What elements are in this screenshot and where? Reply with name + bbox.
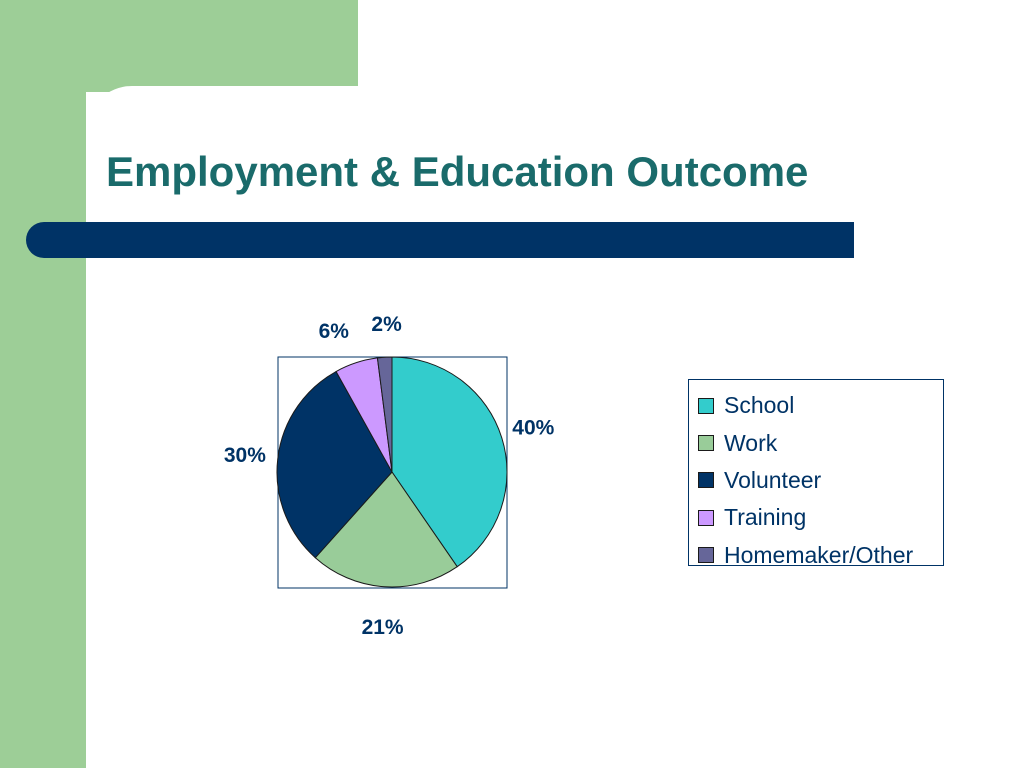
legend-swatch-work — [698, 435, 714, 451]
data-label-training: 6% — [318, 319, 349, 343]
data-label-work: 21% — [361, 616, 404, 640]
legend-item-homemaker-other — [689, 537, 943, 574]
legend-item-work — [689, 424, 943, 461]
legend-item-volunteer — [689, 462, 943, 499]
legend-label-training: Training — [724, 504, 807, 531]
data-label-school: 40% — [512, 416, 555, 440]
data-label-homemaker-other: 2% — [371, 312, 402, 336]
chart-legend — [688, 379, 944, 566]
legend-label-school: School — [724, 392, 795, 419]
legend-label-work: Work — [724, 429, 778, 456]
legend-item-training — [689, 499, 943, 536]
data-label-volunteer: 30% — [223, 444, 266, 468]
legend-swatch-training — [698, 510, 714, 526]
legend-swatch-school — [698, 398, 714, 414]
slide-title: Employment & Education Outcome — [106, 148, 809, 195]
legend-swatch-homemaker-other — [698, 547, 714, 563]
legend-swatch-volunteer — [698, 472, 714, 488]
legend-item-school — [689, 387, 943, 424]
legend-label-volunteer: Volunteer — [724, 466, 822, 493]
legend-label-homemaker-other: Homemaker/Other — [724, 541, 914, 568]
